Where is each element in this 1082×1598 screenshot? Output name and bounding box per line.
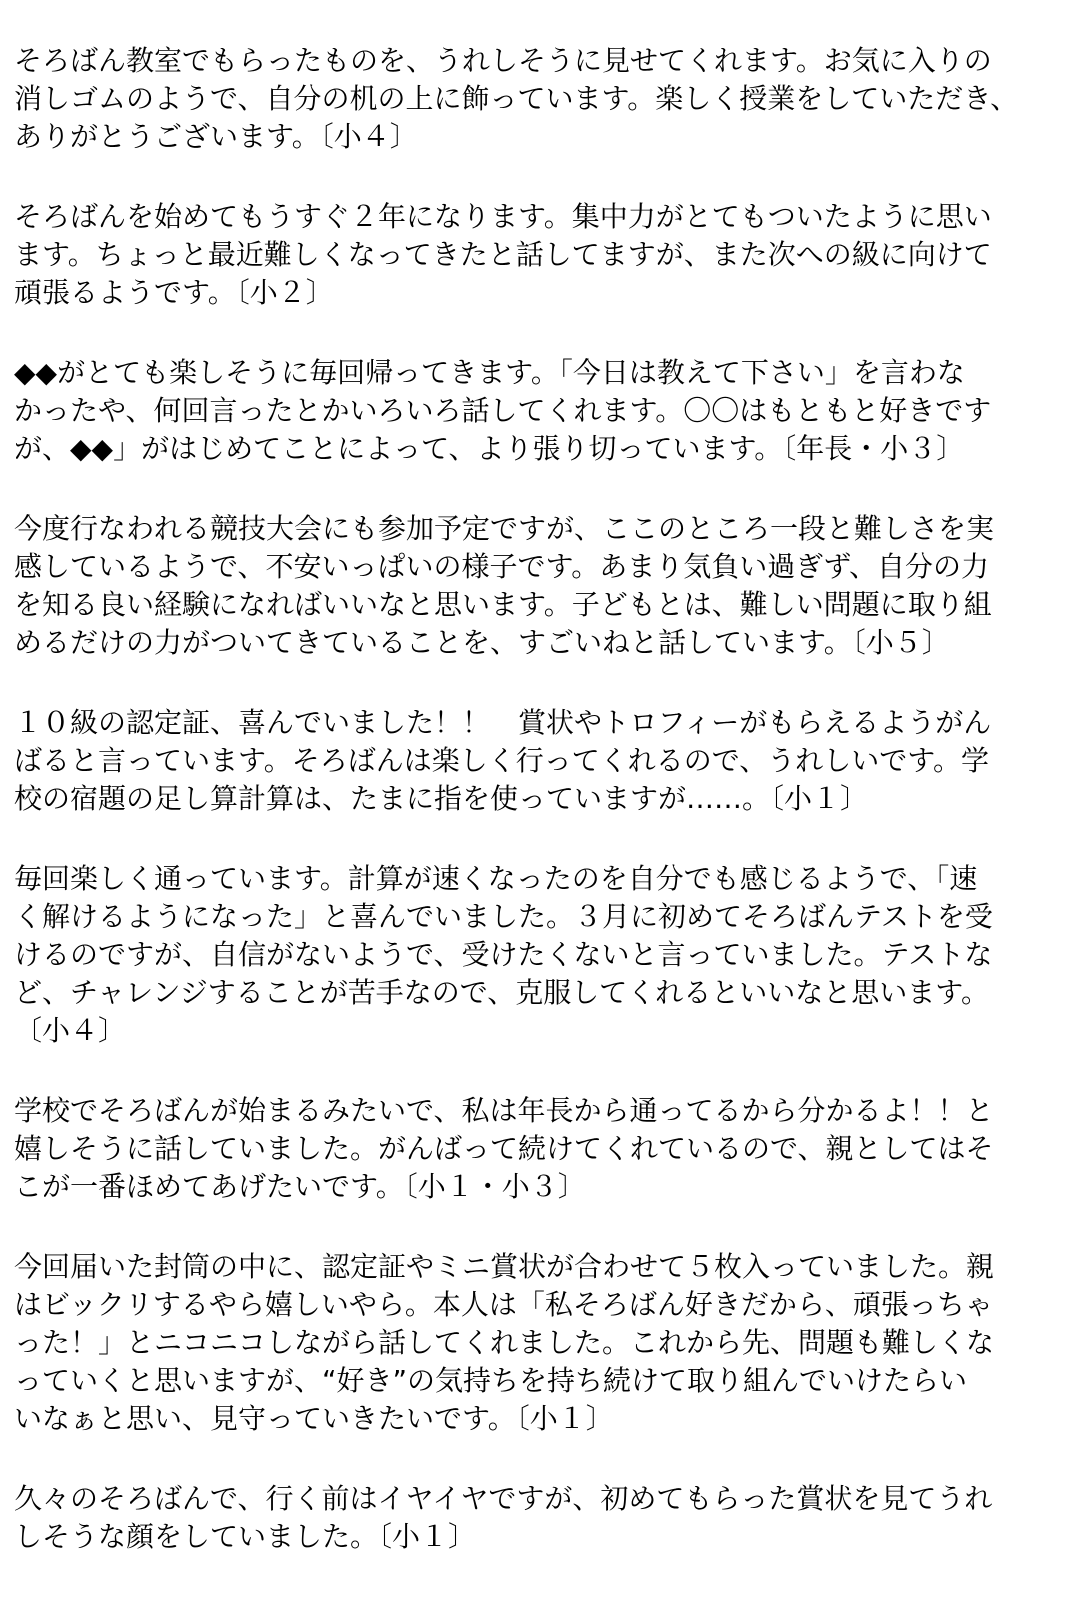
text-line: 今度行なわれる競技大会にも参加予定ですが、ここのところ一段と難しさを実 (14, 512, 995, 545)
text-line: 校の宿題の足し算計算は、たまに指を使っていますが……。〔小１〕 (14, 782, 869, 815)
text-line: を知る良い経験になればいいなと思います。子どもとは、難しい問題に取り組 (14, 588, 992, 621)
comment-entry-5 (14, 704, 1068, 818)
text-line: 毎回楽しく通っています。計算が速くなったのを自分でも感じるようで、「速 (14, 862, 978, 895)
text-line: しそうな顔をしていました。〔小１〕 (14, 1520, 477, 1553)
text-line: いなぁと思い、見守っていきたいです。〔小１〕 (14, 1402, 614, 1435)
text-line: 久々のそろばんで、行く前はイヤイヤですが、初めてもらった賞状を見てうれ (14, 1482, 993, 1515)
text-line: 感しているようで、不安いっぱいの様子です。あまり気負い過ぎず、自分の力 (14, 550, 989, 583)
text-line: 今回届いた封筒の中に、認定証やミニ賞状が合わせて５枚入っていました。親 (14, 1250, 995, 1283)
document-body (14, 42, 1068, 1598)
comment-entry-3 (14, 354, 1068, 468)
text-line: 〔小４〕 (14, 1014, 127, 1047)
text-line: そろばん教室でもらったものを、うれしそうに見せてくれます。お気に入りの (14, 44, 992, 77)
text-line: 学校でそろばんが始まるみたいで、私は年長から通ってるから分かるよ！！と (14, 1094, 994, 1127)
text-line: ◆◆がとても楽しそうに毎回帰ってきます。「今日は教えて下さい」を言わな (14, 356, 965, 389)
text-line: そろばんを始めてもうすぐ２年になります。集中力がとてもついたように思い (14, 200, 992, 233)
text-line: 消しゴムのようで、自分の机の上に飾っています。楽しく授業をしていただき、 (14, 82, 1019, 115)
comment-entry-8 (14, 1248, 1068, 1438)
text-line: が、◆◆」がはじめてことによって、より張り切っています。〔年長・小３〕 (14, 432, 965, 465)
text-line: ます。ちょっと最近難しくなってきたと話してますが、また次への級に向けて (14, 238, 992, 271)
text-line: 頑張るようです。〔小２〕 (14, 276, 334, 309)
text-line: かったや、何回言ったとかいろいろ話してくれます。〇〇はもともと好きです (14, 394, 992, 427)
comment-entry-4 (14, 510, 1068, 662)
text-line: 嬉しそうに話していました。がんばって続けてくれているので、親としてはそ (14, 1132, 994, 1165)
text-line: った！」とニコニコしながら話してくれました。これから先、問題も難しくな (14, 1326, 995, 1359)
comment-entry-2 (14, 198, 1068, 312)
comment-entry-7 (14, 1092, 1068, 1206)
text-line: めるだけの力がついてきていることを、すごいねと話しています。〔小５〕 (14, 626, 950, 659)
text-line: けるのですが、自信がないようで、受けたくないと言っていました。テストな (14, 938, 993, 971)
comment-entry-1 (14, 42, 1068, 156)
comment-entry-6 (14, 860, 1068, 1050)
text-line: はビックリするやら嬉しいやら。本人は「私そろばん好きだから、頑張っちゃ (14, 1288, 993, 1321)
text-line: ばると言っています。そろばんは楽しく行ってくれるので、うれしいです。学 (14, 744, 989, 777)
text-line: っていくと思いますが、“好き”の気持ちを持ち続けて取り組んでいけたらい (14, 1364, 968, 1397)
text-line: く解けるようになった」と喜んでいました。３月に初めてそろばんテストを受 (14, 900, 993, 933)
text-line: ありがとうございます。〔小４〕 (14, 120, 418, 153)
text-line: １０級の認定証、喜んでいました！！ 賞状やトロフィーがもらえるようがん (14, 706, 992, 739)
text-line: ど、チャレンジすることが苦手なので、克服してくれるといいなと思います。 (14, 976, 989, 1009)
text-line: こが一番ほめてあげたいです。〔小１・小３〕 (14, 1170, 586, 1203)
comment-entry-9 (14, 1480, 1068, 1556)
